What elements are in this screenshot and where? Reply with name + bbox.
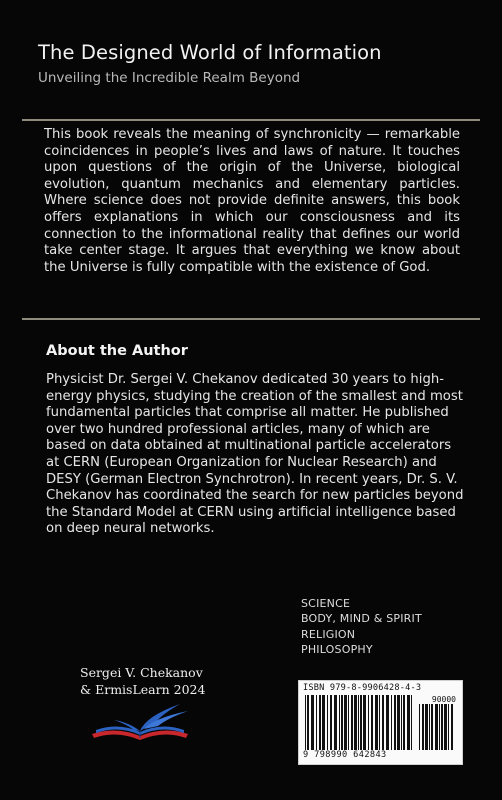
top-divider (22, 119, 480, 121)
about-author-heading: About the Author (46, 343, 188, 359)
barcode-bar (411, 695, 412, 750)
middle-divider (22, 318, 480, 320)
book-description: This book reveals the meaning of synchronicity — remarkable coincidences in people’s lives and laws of nature. It touches upon questions of the origin of the Universe, biological evolution, quantum mechanics and elementary particles. Where science does not provide definite answers, this book offers explanations in which our consciousness and its connection to the informational reality that defines our world take center stage. It argues that everything we know about the Universe is fully compatible with the existence of God. (44, 127, 460, 275)
barcode-bar (354, 695, 357, 750)
barcode-bar (375, 695, 378, 750)
publisher-line-1: Sergei V. Chekanov (80, 665, 203, 680)
isbn-barcode (298, 680, 463, 765)
barcode-bar (431, 704, 433, 750)
barcode-main-bars (305, 695, 413, 750)
barcode-bar (419, 704, 420, 750)
barcode-bar (348, 695, 349, 750)
barcode-bar (327, 695, 328, 750)
barcode-bar (394, 695, 396, 750)
subject-categories (301, 596, 422, 658)
barcode-bar (439, 704, 440, 750)
barcode-bar (360, 695, 362, 750)
category-item: PHILOSOPHY (301, 643, 373, 657)
barcode-bar (422, 704, 424, 750)
barcode-bar (391, 695, 392, 750)
barcode-bar (397, 695, 400, 750)
barcode-bar (403, 695, 405, 750)
book-title: The Designed World of Information (38, 41, 382, 64)
price-code: 90000 (431, 695, 456, 704)
category-item: BODY, MIND & SPIRIT (301, 612, 422, 626)
barcode-bar (341, 695, 343, 750)
about-author-text: Physicist Dr. Sergei V. Chekanov dedicated 30 years to high-energy physics, studying the creation of the smallest and most fundamental particles that comprise all matter. He published over two hundred professional articles, many of which are based on data obtained at multinational particle accelerators at CERN (European Organization for Nuclear Research) and DESY (German Electron Synchrotron). In recent years, Dr. S. V. Chekanov has coordinated the search for new particles beyond the Standard Model at CERN using artificial intelligence based on deep neural networks. (46, 372, 464, 537)
barcode-bar (429, 704, 430, 750)
barcode-bar (407, 695, 410, 750)
barcode-bar (334, 695, 337, 750)
barcode-bar (435, 704, 438, 750)
isbn-label: ISBN 979-8-9906428-4-3 (303, 683, 422, 693)
barcode-number: 9 798990 642843 (303, 750, 387, 760)
barcode-addon-bars (419, 704, 457, 750)
publisher-credit (80, 665, 205, 698)
barcode-bar (441, 704, 443, 750)
barcode-bar (307, 695, 309, 750)
barcode-bar (451, 704, 453, 750)
barcode-bar (316, 695, 317, 750)
barcode-bar (401, 695, 402, 750)
category-item: RELIGION (301, 627, 356, 641)
title-block (38, 40, 478, 87)
barcode-bar (311, 695, 314, 750)
open-book-wings-logo-icon (84, 700, 196, 742)
barcode-bar (386, 695, 389, 750)
book-subtitle: Unveiling the Incredible Realm Beyond (38, 70, 301, 86)
barcode-bar (448, 704, 449, 750)
barcode-bar (351, 695, 353, 750)
category-item: SCIENCE (301, 597, 351, 610)
barcode-bar (382, 695, 384, 750)
barcode-bar (305, 695, 306, 750)
barcode-bar (371, 695, 373, 750)
barcode-bar (322, 695, 325, 750)
barcode-bar (344, 695, 347, 750)
barcode-bar (368, 695, 369, 750)
barcode-bar (363, 695, 366, 750)
barcode-bar (444, 704, 447, 750)
barcode-bar (330, 695, 332, 750)
barcode-bar (319, 695, 321, 750)
barcode-bar (358, 695, 359, 750)
barcode-bar (425, 704, 428, 750)
barcode-bar (339, 695, 340, 750)
publisher-line-2: & ErmisLearn 2024 (80, 681, 206, 697)
barcode-bar (379, 695, 380, 750)
